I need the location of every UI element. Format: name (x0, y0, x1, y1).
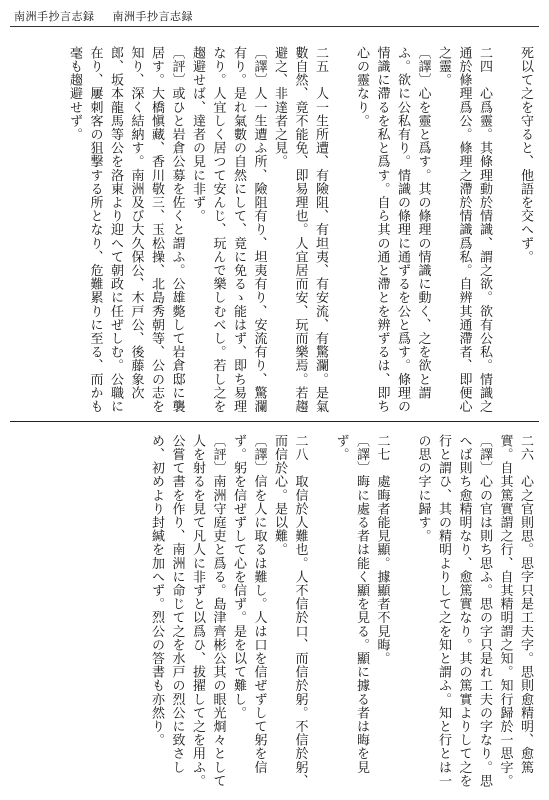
running-title: 南洲手抄言志録 (14, 10, 95, 23)
lower-text-block: 二六 心之官則思。思字只是工夫字。思則愈精明、愈篤實。自其篤實謂之行、自其精明謂之知。知行歸於一思字。 〔譯〕心の官は則ち思ふ。思の字只是れ工夫の字なり。思へば則ち愈精明なり、愈篤實なり。其の篤實よりして之を行と謂ひ、其の精明よりして之を知と謂ふ。知と行とは一の思の字に歸す。 二七 處晦者能見顯。據顯者不見晦。 〔譯〕晦に處る者は能く顯を見る。顯に據る者は晦を見ず。 二八 取信於人難也。人不信於口、而信於躬。不信於躬、而信於心。是以難。 〔譯〕信を人に取るは難し。人は口を信ぜずして躬を信ず。躬を信ぜずして心を信ず。是を以て難し。 〔評〕南洲守庭吏と爲る。島津齊彬公其の眼光烱々として人を射るを見て凡人に非ずと以爲ひ、拔擢して之を用ふ。公嘗て書を作り、南洲に命じて之を水戸の烈公に致さしめ、初めより封緘を加へず。烈公の答書も亦然り。 (149, 434, 533, 788)
upper-text-block: 死以て之を守ると、他語を交へず。 二四 心爲靈。其條理動於情識、謂之欲。欲有公私。情識之通於條理爲公。條理之滯於情識爲私。自辨其通滯者、即便心之靈。 〔譯〕心を靈と爲す。其の條理の情識に動く、之を欲と謂ふ。欲に公私有り。情識の條理に通ずるを公と爲す。條理の情識に滯るを私と爲す。自ら其の通と滯とを辨ずるは、即ち心の靈なり。 二五 人一生所遭、有險阻、有坦夷、有安流、有驚瀾。是氣數自然、竟不能免、即易理也。人宜居而安、玩而樂焉。若趨避之、非達者之見。 〔譯〕人一生遭ふ所、險阻有り、坦夷有り、安流有り、驚瀾有り。是れ氣數の自然にして、竟に免るゝ能はず、即ち易理なり。人宜しく居つて安んじ、玩んで樂しむべし。若し之を趨避せば、達者の見に非ず。 〔評〕或ひと岩倉公募を佐くと謂ふ。公雄斃して岩倉邸に襲居す。大橋愼藏、香川敬三、玉松操、北島秀朝等、公の志を知り、深く結納す。南洲及び大久保公、木戸公、後藤象次郎、坂本龍馬等公を洛東より迎へて朝政に任ぜしむ。公職に在り、屢刺客の狙撃する所となり、危難累りに至る、而かも毫も趨避せず。 (67, 46, 533, 414)
page-header (14, 8, 207, 24)
running-title: 南洲手抄言志録 (112, 10, 193, 23)
section-divider (10, 421, 539, 422)
header-rule (10, 26, 539, 27)
